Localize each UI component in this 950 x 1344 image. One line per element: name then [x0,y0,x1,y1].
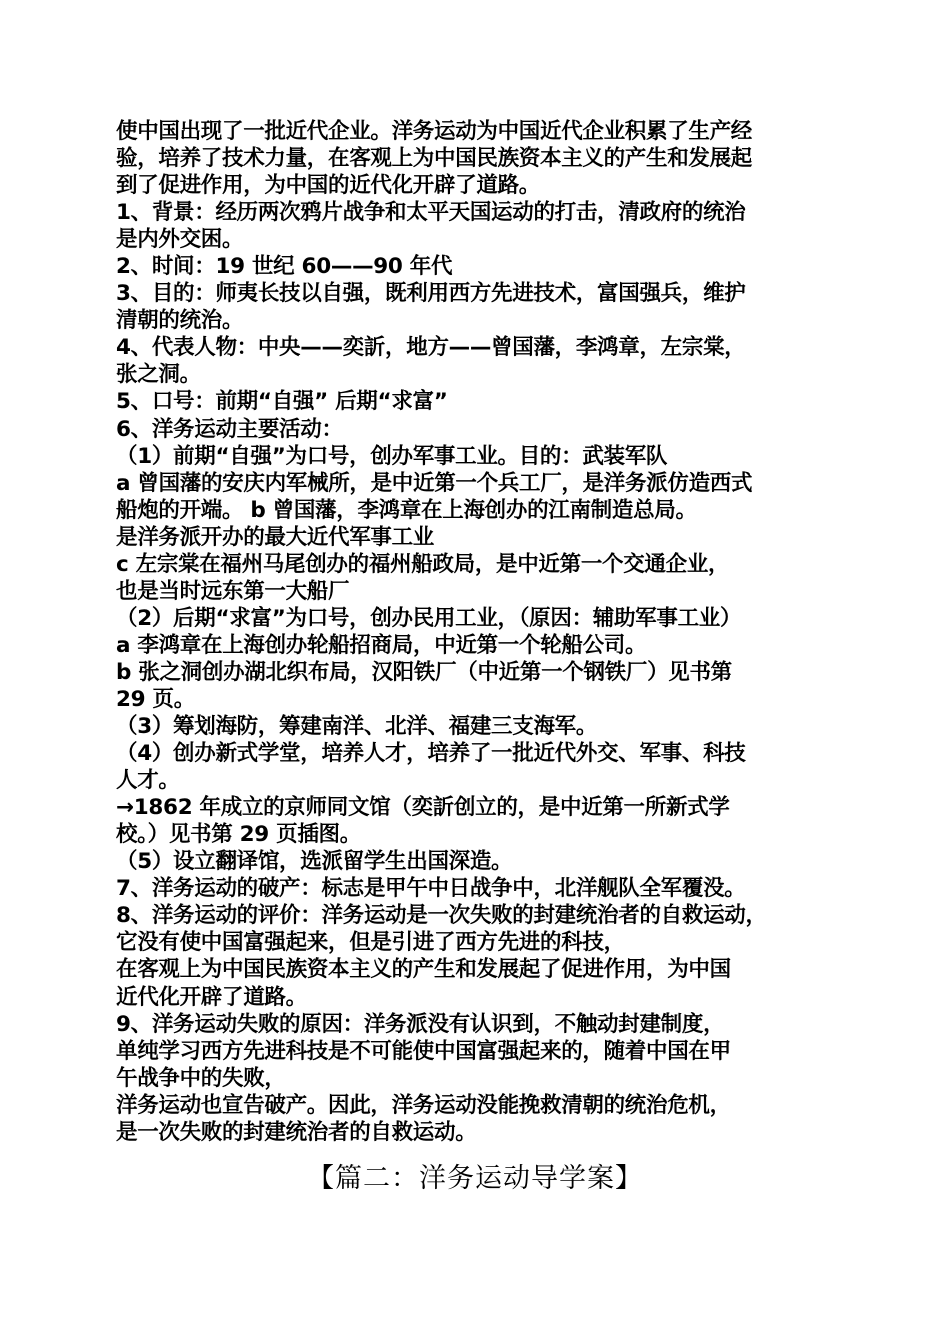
section-heading: 【篇二：洋务运动导学案】 [307,1163,643,1194]
text-line: 在客观上为中国民族资本主义的产生和发展起了促进作用，为中国 [116,957,731,983]
text-line: （3）筹划海防，筹建南洋、北洋、福建三支海军。 [116,714,598,740]
text-line: 2、时间：19 世纪 60——90 年代 [116,254,453,280]
text-line: 人才。 [116,768,180,794]
text-line: （2）后期“求富”为口号，创办民用工业，（原因：辅助军事工业） [116,605,742,631]
text-line: 午战争中的失败， [116,1065,286,1091]
text-line: （1）前期“自强”为口号，创办军事工业。目的：武装军队 [116,443,668,469]
text-line: 近代化开辟了道路。 [116,984,307,1010]
text-line: a 曾国藩的安庆内军械所，是中近第一个兵工厂，是洋务派仿造西式 [116,470,753,496]
text-line: 是一次失败的封建统治者的自救运动。 [116,1119,477,1145]
text-line: 是洋务派开办的最大近代军事工业 [116,524,435,550]
text-line: c 左宗棠在福州马尾创办的福州船政局，是中近第一个交通企业， [116,551,730,577]
text-line: 洋务运动也宣告破产。因此，洋务运动没能挽救清朝的统治危机， [116,1092,731,1118]
text-line: 校。）见书第 29 页插图。 [116,822,361,848]
text-line: （4）创办新式学堂，培养人才，培养了一批近代外交、军事、科技 [116,741,746,767]
text-line: 船炮的开端。 b 曾国藩，李鸿章在上海创办的江南制造总局。 [116,497,697,523]
text-line: 8、洋务运动的评价：洋务运动是一次失败的封建统治者的自救运动， [116,903,767,929]
text-line: 单纯学习西方先进科技是不可能使中国富强起来的，随着中国在甲 [116,1038,731,1064]
text-line: 也是当时远东第一大船厂 [116,578,350,604]
text-line: 它没有使中国富强起来，但是引进了西方先进的科技， [116,930,625,956]
text-line: 1、背景：经历两次鸦片战争和太平天国运动的打击，清政府的统治 [116,200,746,226]
text-line: b 张之洞创办湖北织布局，汉阳铁厂（中近第一个钢铁厂）见书第 [116,659,732,685]
text-line: a 李鸿章在上海创办轮船招商局，中近第一个轮船公司。 [116,632,647,658]
text-line: 4、代表人物：中央——奕訢，地方——曾国藩，李鸿章，左宗棠， [116,335,746,361]
text-line: （5）设立翻译馆，选派留学生出国深造。 [116,849,513,875]
text-line: →1862 年成立的京师同文馆（奕訢创立的，是中近第一所新式学 [116,795,730,821]
text-line: 使中国出现了一批近代企业。洋务运动为中国近代企业积累了生产经 [116,119,753,144]
document-body [116,118,846,1146]
text-line: 9、洋务运动失败的原因：洋务派没有认识到，不触动封建制度， [116,1011,725,1037]
text-line: 清朝的统治。 [116,308,244,334]
text-line: 6、洋务运动主要活动： [116,416,343,442]
text-line: 5、口号：前期“自强” 后期“求富” [116,389,448,415]
text-line: 到了促进作用，为中国的近代化开辟了道路。 [116,173,541,199]
text-line: 29 页。 [116,686,195,712]
text-line: 是内外交困。 [116,227,244,253]
text-line: 验，培养了技术力量，在客观上为中国民族资本主义的产生和发展起 [116,146,753,172]
text-line: 3、目的：师夷长技以自强，既利用西方先进技术，富国强兵，维护 [116,281,746,307]
text-line: 7、洋务运动的破产：标志是甲午中日战争中，北洋舰队全军覆没。 [116,876,746,902]
text-line: 张之洞。 [116,362,201,388]
